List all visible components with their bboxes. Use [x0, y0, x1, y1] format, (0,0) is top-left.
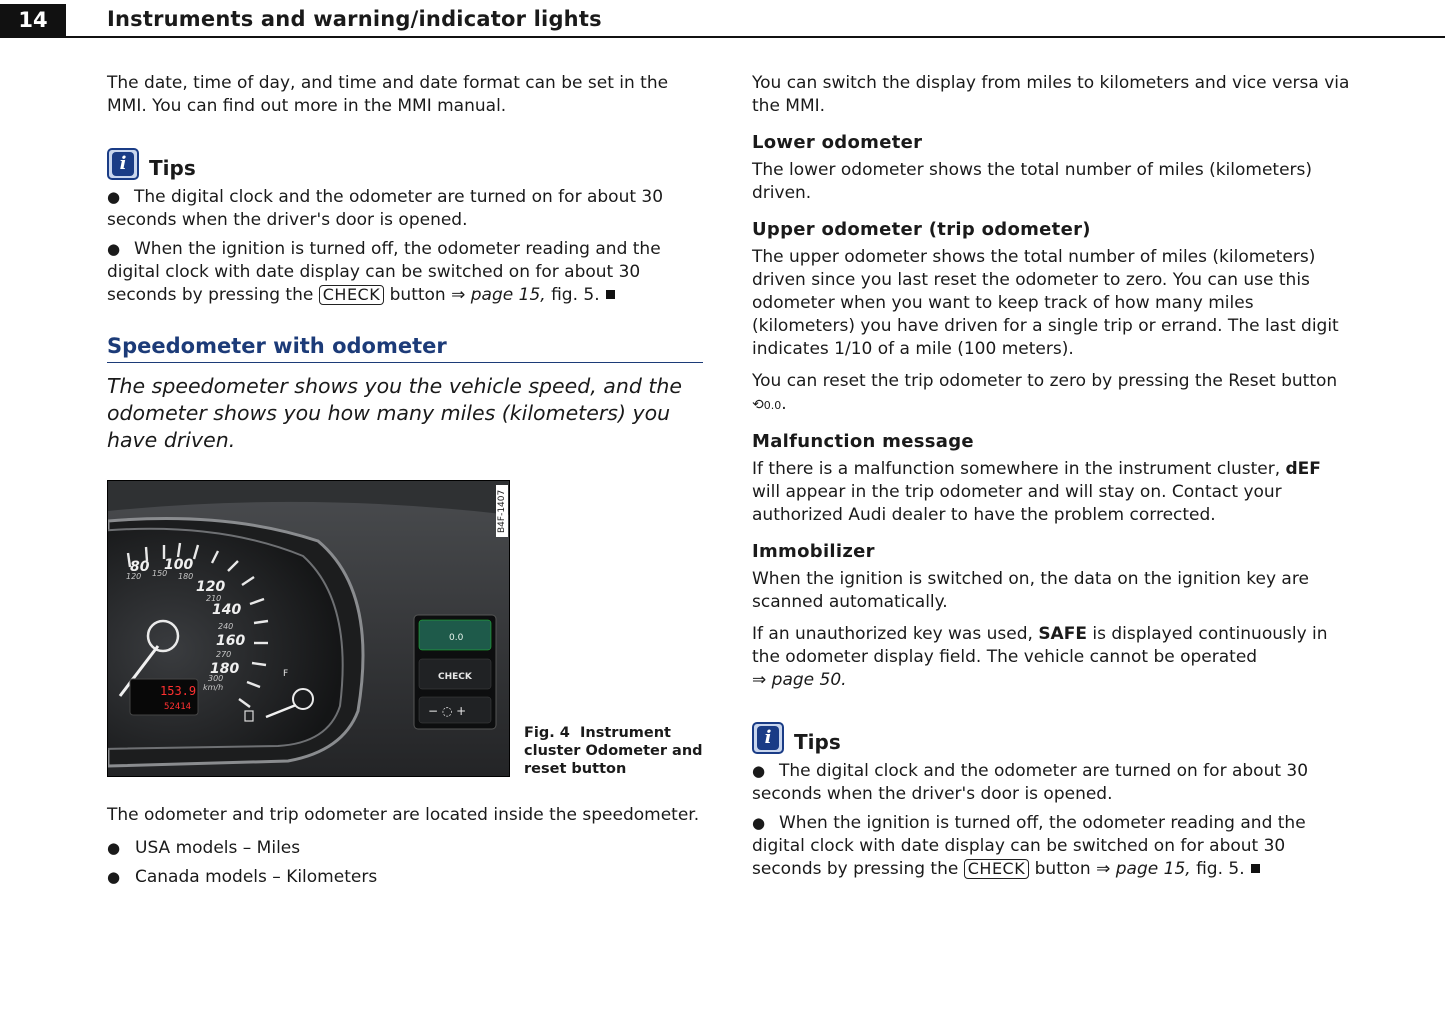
tips-heading-right: [752, 716, 1352, 754]
gauge-small-300: 300: [208, 674, 224, 683]
figure: [107, 480, 707, 780]
lower-odometer-text: The lower odometer shows the total number of miles (kilometers) driven.: [752, 160, 1313, 203]
total-odometer-display: 52414: [164, 702, 192, 712]
right-column: [752, 72, 1352, 887]
instrument-cluster-image: [107, 480, 510, 777]
gauge-label-100: 100: [164, 557, 194, 573]
info-icon: i: [752, 722, 784, 754]
gauge-small-210: 210: [206, 594, 222, 603]
end-mark: [606, 290, 615, 299]
left-column: [107, 72, 707, 895]
gauge-unit: km/h: [203, 683, 224, 692]
figure-code: B4F-1407: [496, 485, 508, 537]
page-number: 14: [0, 4, 66, 36]
gauge-label-80: 80: [130, 559, 150, 575]
check-button-ref: CHECK: [319, 285, 384, 305]
tips-bullet-1-right: ● The digital clock and the odometer are turned on for about 30 seconds when the driver's door is opened.: [752, 761, 1309, 804]
immobilizer-title: Immobilizer: [752, 541, 875, 562]
reset-para: You can reset the trip odometer to zero by pressing the Reset button ⟲0.0.: [752, 371, 1338, 414]
malfunction-text: If there is a malfunction somewhere in the instrument cluster, dEF will appear in the trip odometer and will stay on. Contact your authorized Audi dealer to have the problem corrected.: [752, 459, 1321, 525]
page-header: [0, 0, 1445, 38]
figure-caption: Fig. 4 Instrument cluster Odometer and reset button: [524, 725, 703, 777]
reset-button-symbol: 0.0: [449, 633, 464, 643]
immobilizer-text: When the ignition is switched on, the data on the ignition key are scanned automatically.: [752, 569, 1309, 612]
tips-bullet-2-right: ● When the ignition is turned off, the odometer reading and the digital clock with date display can be switched on for about 30 seconds by pressing the CHECK button ⇒ page 15, fig. 5.: [752, 813, 1306, 879]
page-title: Instruments and warning/indicator lights: [107, 7, 602, 31]
tips-bullet-1: ● The digital clock and the odometer are turned on for about 30 seconds when the driver's door is opened.: [107, 187, 664, 230]
header-rule: [0, 36, 1445, 38]
tips-bullet-2: ● When the ignition is turned off, the odometer reading and the digital clock with date display can be switched on for about 30 seconds by pressing the CHECK button ⇒ page 15, fig. 5.: [107, 239, 661, 305]
tips-title: Tips: [149, 156, 196, 180]
gauge-label-160: 160: [216, 633, 246, 649]
gauge-small-150: 150: [152, 569, 168, 578]
page-link[interactable]: page 15,: [470, 285, 546, 305]
lower-odometer-title: Lower odometer: [752, 132, 923, 153]
end-mark: [1251, 864, 1260, 873]
odometer-location-para: The odometer and trip odometer are located inside the speedometer.: [107, 805, 700, 825]
gauge-label-120: 120: [196, 579, 226, 595]
gauge-small-120: 120: [126, 572, 142, 581]
unauthorized-key-text: If an unauthorized key was used, SAFE is displayed continuously in the odometer display field. The vehicle cannot be operated ⇒ page 50.: [752, 624, 1328, 690]
page-link[interactable]: page 15,: [1115, 859, 1191, 879]
page-50-link[interactable]: ⇒ page 50.: [752, 670, 847, 690]
gauge-label-180: 180: [210, 661, 240, 677]
check-button-ref: CHECK: [964, 859, 1029, 879]
upper-odometer-title: Upper odometer (trip odometer): [752, 219, 1091, 240]
check-button-label: CHECK: [438, 672, 472, 682]
section-intro: The speedometer shows you the vehicle speed, and the odometer shows you how many miles (kilometers) you have driven.: [107, 374, 683, 452]
upper-odometer-text: The upper odometer shows the total number of miles (kilometers) driven since you last reset the odometer to zero. You can use this odometer when you want to keep track of how many miles (kilometers) you have driven for a single trip or errand. The last digit indicates 1/10 of a mile (100 meters).: [752, 247, 1339, 359]
date-time-para: The date, time of day, and time and date format can be set in the MMI. You can find out more in the MMI manual.: [107, 73, 669, 116]
malfunction-title: Malfunction message: [752, 431, 974, 452]
switch-units-para: You can switch the display from miles to kilometers and vice versa via the MMI.: [752, 73, 1350, 116]
gauge-small-180: 180: [178, 572, 194, 581]
list-item-canada: ● Canada models – Kilometers: [107, 867, 378, 887]
trip-odometer-display: 153.9: [160, 684, 197, 698]
list-item-usa: ● USA models – Miles: [107, 838, 301, 858]
info-icon: i: [107, 148, 139, 180]
tips-title-right: Tips: [794, 730, 841, 754]
reset-icon: ⟲: [752, 397, 764, 413]
tips-heading: [107, 142, 707, 180]
svg-text:− ◌ +: − ◌ +: [428, 704, 467, 718]
gauge-label-140: 140: [212, 602, 242, 618]
gauge-small-240: 240: [218, 622, 234, 631]
section-title: Speedometer with odometer: [107, 333, 703, 363]
instrument-cluster-svg: [108, 481, 510, 777]
fuel-label: F: [283, 669, 289, 679]
gauge-small-270: 270: [216, 650, 232, 659]
